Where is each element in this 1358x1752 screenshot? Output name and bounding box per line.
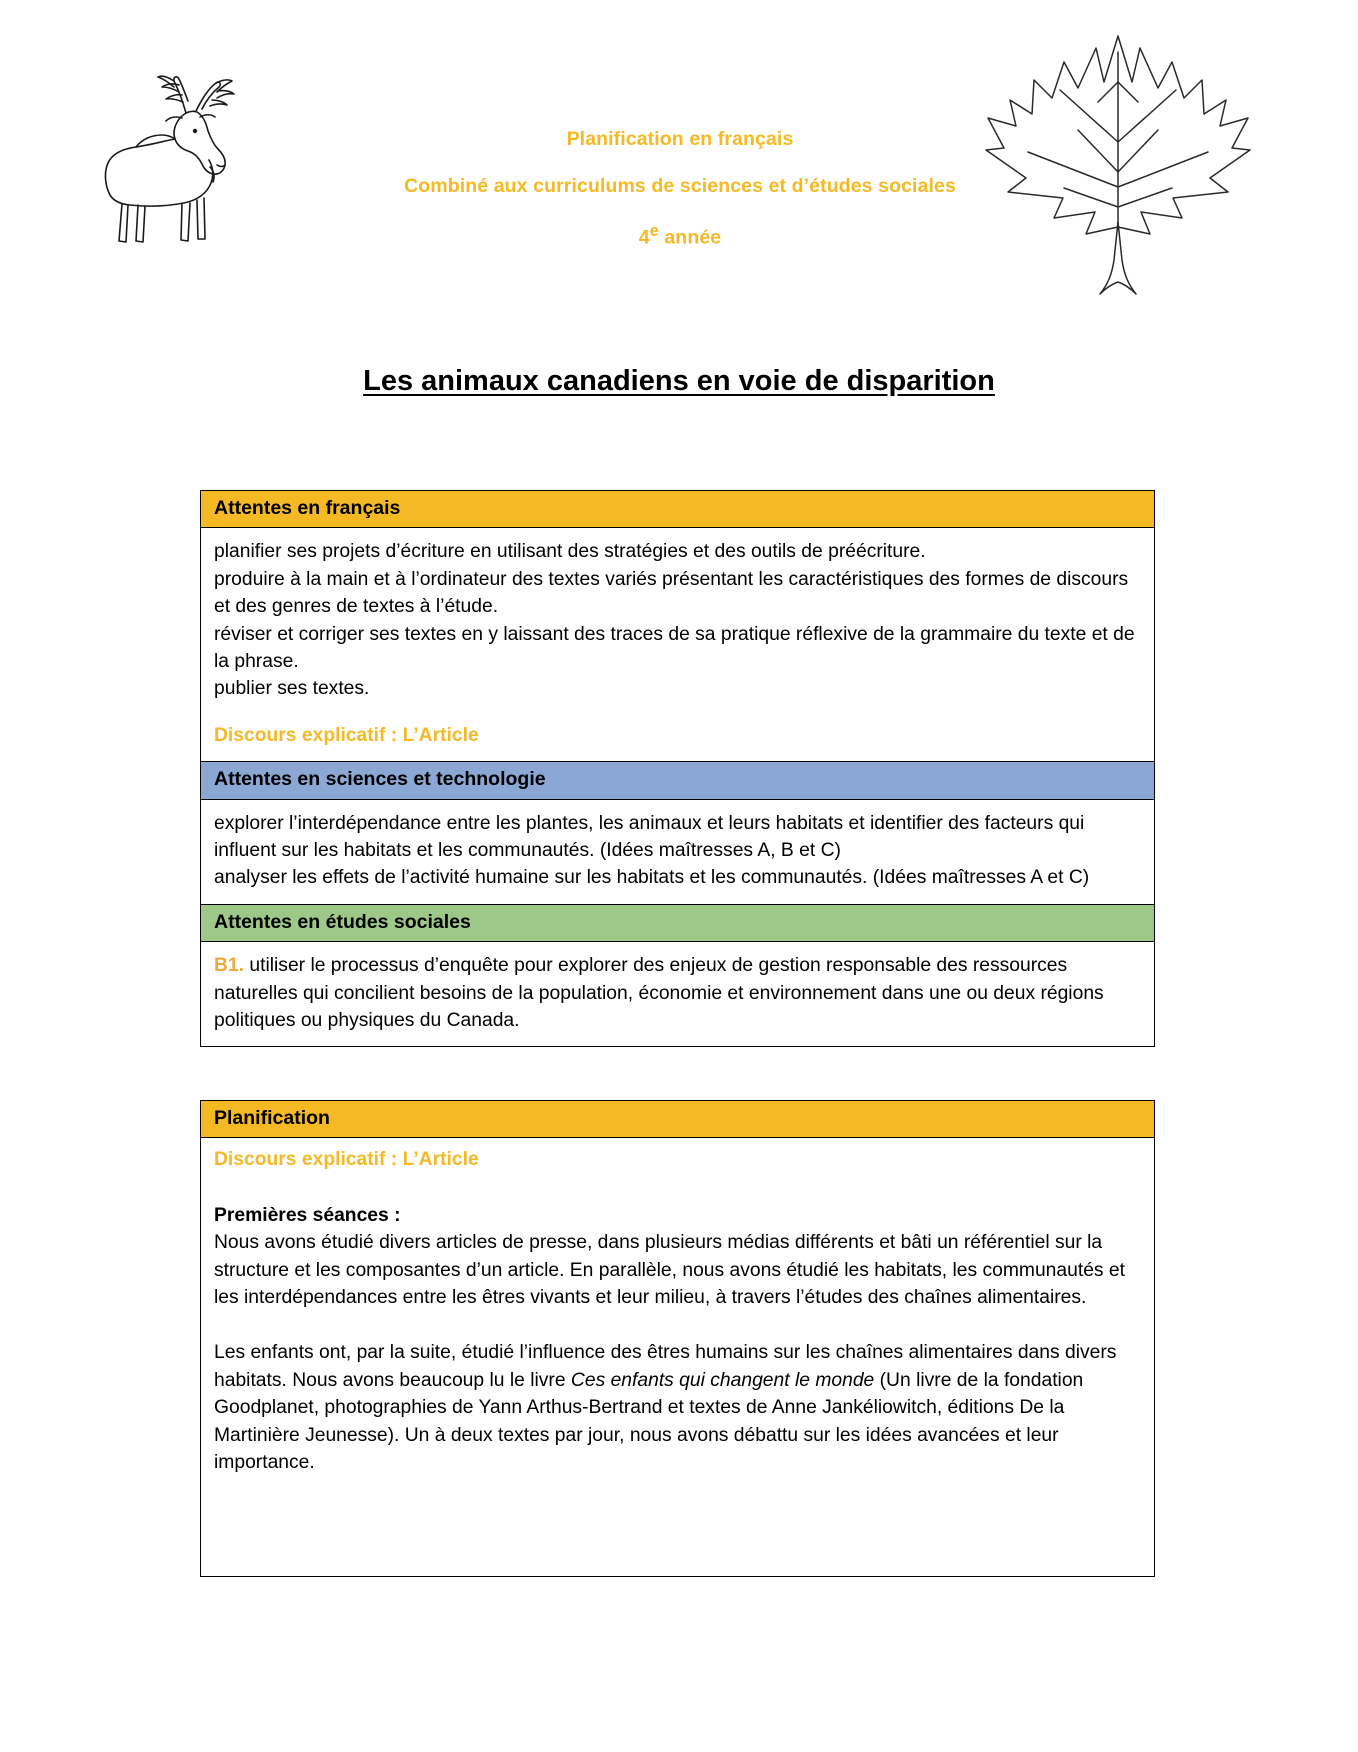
section-header-social: Attentes en études sociales bbox=[201, 904, 1155, 941]
section-header-planning: Planification bbox=[201, 1101, 1155, 1138]
french-expectations-cell bbox=[201, 528, 1155, 762]
planning-paragraph-2-part2: (Un livre de la fondation Goodplanet, photographies de Yann Arthus-Bertrand et textes de Anne Jankéliowitch, éditions De la Martinière Jeunesse). Un à deux textes par jour, nous avons débattu sur les idées avancées et leur importance. bbox=[214, 1369, 1084, 1473]
planning-subtitle: Discours explicatif : L’Article bbox=[214, 1149, 479, 1171]
planning-paragraph-1: Nous avons étudié divers articles de presse, dans plusieurs médias différents et bâti un référentiel sur la structure et les composantes d’un article. En parallèle, nous avons étudié les habitats, les communautés et les interdépendances entre les êtres vivants et leur milieu, à travers l’études des chaînes alimentaires. bbox=[214, 1232, 1126, 1308]
section-header-science: Attentes en sciences et technologie bbox=[201, 762, 1155, 799]
header-titles bbox=[300, 130, 1060, 248]
social-text: utiliser le processus d’enquête pour explorer des enjeux de gestion responsable des ressources naturelles qui concilient besoins de la population, économie et environnement dans une ou deux régions politiques ou physiques du Canada. bbox=[214, 955, 1104, 1031]
french-item-1: planifier ses projets d’écriture en utilisant des stratégies et des outils de préécriture. bbox=[214, 541, 926, 563]
moose-icon bbox=[78, 55, 268, 255]
header-line-1: Planification en français bbox=[566, 128, 794, 150]
french-item-2: produire à la main et à l’ordinateur des textes variés présentant les caractéristiques des formes de discours et des genres de textes à l’étude. bbox=[214, 568, 1129, 618]
planning-paragraph-2 bbox=[214, 1339, 1141, 1476]
header-line-2: Combiné aux curriculums de sciences et d’études sociales bbox=[404, 174, 956, 197]
french-item-4: publier ses textes. bbox=[214, 678, 370, 700]
spacer bbox=[214, 703, 1141, 722]
expectations-table bbox=[200, 490, 1155, 1047]
section-header-french: Attentes en français bbox=[201, 491, 1155, 528]
planning-block-1 bbox=[214, 1202, 1141, 1312]
planning-table bbox=[200, 1100, 1155, 1577]
science-expectations-cell bbox=[201, 799, 1155, 904]
page-header bbox=[0, 0, 1358, 320]
book-title: Ces enfants qui changent le monde bbox=[570, 1369, 875, 1391]
header-line-3: 4e année bbox=[638, 222, 722, 249]
science-item-1: explorer l’interdépendance entre les plantes, les animaux et leurs habitats et identifier des facteurs qui influent sur les habitats et les communautés. (Idées maîtresses A, B et C) bbox=[214, 812, 1085, 861]
planning-paragraph-2-part1: Les enfants ont, par la suite, étudié l’influence des êtres humains sur les chaînes alimentaires dans divers habitats. Nous avons beaucoup lu le livre bbox=[214, 1342, 1117, 1391]
social-expectations-cell bbox=[201, 942, 1155, 1047]
planning-block-label: Premières séances : bbox=[214, 1204, 401, 1226]
french-subtitle: Discours explicatif : L’Article bbox=[214, 724, 479, 746]
planning-body-cell bbox=[201, 1138, 1155, 1577]
french-item-3: réviser et corriger ses textes en y laissant des traces de sa pratique réflexive de la grammaire du texte et de la phrase. bbox=[214, 623, 1135, 672]
science-item-2: analyser les effets de l’activité humaine sur les habitats et les communautés. (Idées maîtresses A et C) bbox=[214, 867, 1090, 889]
page-title: Les animaux canadiens en voie de disparition bbox=[363, 365, 995, 397]
social-code: B1. bbox=[214, 955, 245, 977]
